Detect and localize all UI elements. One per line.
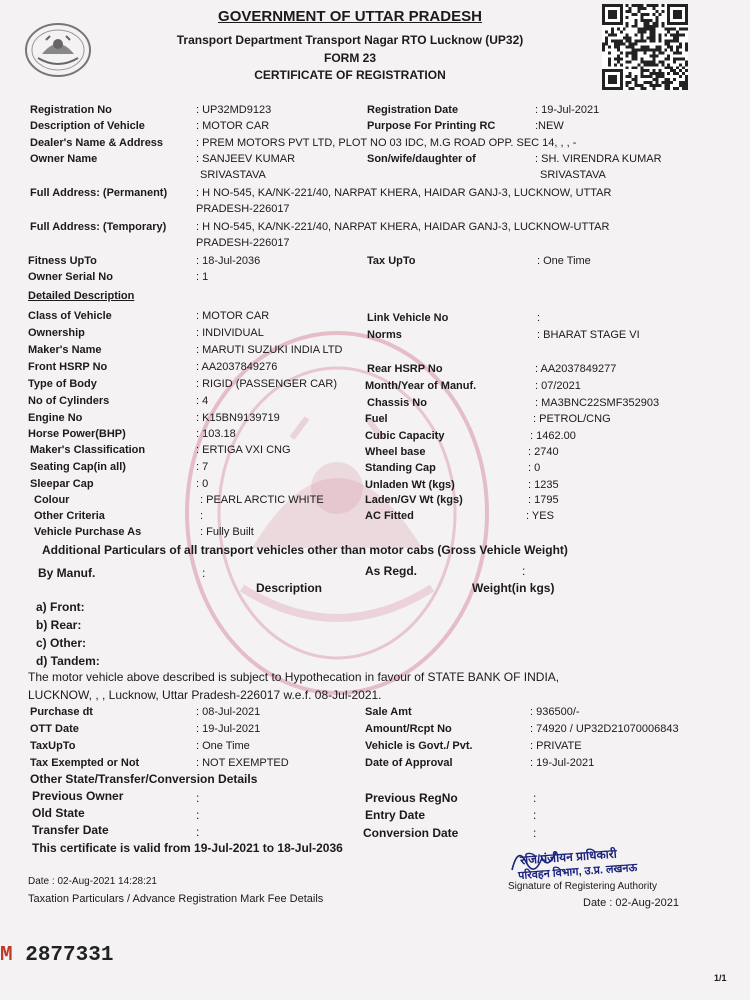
field-label: Class of Vehicle <box>28 310 112 322</box>
signature-scribble-icon <box>508 840 678 880</box>
field-value: : 19-Jul-2021 <box>530 757 595 769</box>
field-label: Standing Cap <box>365 462 436 474</box>
field-label: Cubic Capacity <box>365 430 445 442</box>
field-label: Old State <box>32 806 85 820</box>
by-manuf-value: : <box>202 566 206 580</box>
field-label: Purpose For Printing RC <box>367 120 496 132</box>
field-value: : 1462.00 <box>530 430 576 442</box>
field-label: Tax UpTo <box>367 255 416 267</box>
field-label: Norms <box>367 329 402 341</box>
as-regd-label: As Regd. <box>365 564 418 578</box>
field-label: Wheel base <box>365 446 426 458</box>
field-value: : 74920 / UP32D21070006843 <box>530 723 679 735</box>
field-value: : 07/2021 <box>535 380 581 392</box>
field-value: : 4 <box>196 395 209 407</box>
field-value: : SANJEEV KUMAR <box>196 153 296 165</box>
field-label: AC Fitted <box>365 510 414 522</box>
field-value: : 2740 <box>528 446 559 458</box>
field-value: : PREM MOTORS PVT LTD, PLOT NO 03 IDC, M.G ROAD OPP. SEC 14, , , - <box>196 137 577 149</box>
field-label: Laden/GV Wt (kgs) <box>365 494 463 506</box>
description-col-header: Description <box>256 581 323 595</box>
field-label: No of Cylinders <box>28 395 110 407</box>
field-value: : <box>533 808 537 822</box>
field-label: Owner Serial No <box>28 271 113 283</box>
field-value: : MOTOR CAR <box>196 120 270 132</box>
field-value: : 7 <box>196 461 209 473</box>
field-label: Horse Power(BHP) <box>28 428 126 440</box>
field-label: OTT Date <box>30 723 79 735</box>
field-label: TaxUpTo <box>30 740 76 752</box>
field-label: Registration No <box>30 104 112 116</box>
print-date-time: Date : 02-Aug-2021 14:28:21 <box>28 876 157 887</box>
field-label: Transfer Date <box>32 823 109 837</box>
field-value: : AA2037849277 <box>535 363 617 375</box>
field-value: : MA3BNC22SMF352903 <box>535 397 660 409</box>
field-value: : MOTOR CAR <box>196 310 270 322</box>
field-value: : Fully Built <box>200 526 254 538</box>
field-value: : PETROL/CNG <box>533 413 611 425</box>
field-label: Other Criteria <box>34 510 105 522</box>
field-label: Previous RegNo <box>365 791 458 805</box>
field-value: : 19-Jul-2021 <box>196 723 261 735</box>
field-label: Purchase dt <box>30 706 93 718</box>
by-manuf-label: By Manuf. <box>38 566 96 580</box>
field-label: Vehicle is Govt./ Pvt. <box>365 740 473 752</box>
office-name: Transport Department Transport Nagar RTO Lucknow (UP32) <box>176 33 524 47</box>
field-value: : 08-Jul-2021 <box>196 706 261 718</box>
weight-col-header: Weight(in kgs) <box>472 581 555 595</box>
field-value: : INDIVIDUAL <box>196 327 264 339</box>
field-value: : 0 <box>528 462 541 474</box>
field-value: : One Time <box>537 255 591 267</box>
hypothecation-line-2: LUCKNOW, , , Lucknow, Uttar Pradesh-226017 w.e.f. 08-Jul-2021. <box>28 688 382 702</box>
field-value: : YES <box>526 510 554 522</box>
field-value: : RIGID (PASSENGER CAR) <box>196 378 337 390</box>
additional-particulars-heading: Additional Particulars of all transport vehicles other than motor cabs (Gross Vehicle Weight) <box>42 543 568 557</box>
field-value: : 1 <box>196 271 209 283</box>
field-value: :NEW <box>535 120 564 132</box>
field-label: Chassis No <box>367 397 427 409</box>
as-regd-value: : <box>522 564 526 578</box>
field-label: Ownership <box>28 327 85 339</box>
field-label: Registration Date <box>367 104 459 116</box>
field-value: : <box>196 808 200 822</box>
field-value: : <box>533 791 537 805</box>
field-value: : 1795 <box>528 494 559 506</box>
field-value: PRADESH-226017 <box>196 203 290 215</box>
field-value: : <box>533 826 537 840</box>
field-label: Unladen Wt (kgs) <box>365 479 455 491</box>
field-label: Full Address: (Temporary) <box>30 221 167 233</box>
document-serial-number <box>0 944 113 967</box>
serial-prefix: M <box>0 944 13 967</box>
field-label: Entry Date <box>365 808 426 822</box>
axle-front: a) Front: <box>36 600 85 614</box>
watermark-seal-icon <box>172 318 502 708</box>
field-label: Link Vehicle No <box>367 312 449 324</box>
stamp-line-1: रजि/पंजीयन प्राधिकारी <box>519 846 618 868</box>
form-number: FORM 23 <box>323 51 376 65</box>
field-value: : PEARL ARCTIC WHITE <box>200 494 324 506</box>
field-label: Type of Body <box>28 378 97 390</box>
field-label: Description of Vehicle <box>30 120 145 132</box>
field-value: : <box>200 510 204 522</box>
field-value: : 1235 <box>528 479 559 491</box>
field-label: Tax Exempted or Not <box>30 757 140 769</box>
field-value: SRIVASTAVA <box>200 169 266 181</box>
signature-date: Date : 02-Aug-2021 <box>583 897 680 909</box>
field-value: : H NO-545, KA/NK-221/40, NARPAT KHERA, HAIDAR GANJ-3, LUCKNOW, UTTAR <box>196 187 612 199</box>
field-label: Full Address: (Permanent) <box>30 187 168 199</box>
field-label: Engine No <box>28 412 83 424</box>
field-value: : 103.18 <box>196 428 236 440</box>
field-value: : AA2037849276 <box>196 361 278 373</box>
field-value: : NOT EXEMPTED <box>196 757 289 769</box>
axle-rear: b) Rear: <box>36 618 82 632</box>
field-label: Maker's Name <box>28 344 102 356</box>
signature-label: Signature of Registering Authority <box>508 881 657 892</box>
field-value: : MARUTI SUZUKI INDIA LTD <box>196 344 343 356</box>
field-value: : 936500/- <box>530 706 580 718</box>
field-label: Maker's Classification <box>30 444 146 456</box>
field-label: Sale Amt <box>365 706 412 718</box>
page-number: 1/1 <box>714 973 727 983</box>
field-value: : <box>537 312 541 324</box>
field-label: Son/wife/daughter of <box>367 153 476 165</box>
axle-other: c) Other: <box>36 636 87 650</box>
field-label: Owner Name <box>30 153 98 165</box>
serial-digits: 2877331 <box>25 944 114 967</box>
field-label: Conversion Date <box>363 826 459 840</box>
field-label: Amount/Rcpt No <box>365 723 452 735</box>
field-value: : PRIVATE <box>530 740 582 752</box>
field-value: : BHARAT STAGE VI <box>537 329 640 341</box>
field-value: : K15BN9139719 <box>196 412 280 424</box>
field-value: : <box>196 791 200 805</box>
field-label: Dealer's Name & Address <box>30 137 164 149</box>
field-value: SRIVASTAVA <box>540 169 606 181</box>
field-value: : ERTIGA VXI CNG <box>196 444 291 456</box>
field-label: Month/Year of Manuf. <box>365 380 477 392</box>
field-label: Front HSRP No <box>28 361 108 373</box>
detailed-description-heading: Detailed Description <box>28 290 135 302</box>
axle-tandem: d) Tandem: <box>36 654 100 668</box>
field-value: : H NO-545, KA/NK-221/40, NARPAT KHERA, HAIDAR GANJ-3, LUCKNOW-UTTAR <box>196 221 610 233</box>
field-value: : UP32MD9123 <box>196 104 272 116</box>
field-value: : 0 <box>196 478 209 490</box>
field-label: Sleepar Cap <box>30 478 94 490</box>
transfer-heading: Other State/Transfer/Conversion Details <box>30 772 258 786</box>
stamp-line-2: परिवहन विभाग, उ.प्र. लखनऊ <box>517 861 638 883</box>
field-label: Vehicle Purchase As <box>34 526 142 538</box>
certificate-title: CERTIFICATE OF REGISTRATION <box>254 68 446 82</box>
field-value: PRADESH-226017 <box>196 237 290 249</box>
hypothecation-line-1: The motor vehicle above described is subject to Hypothecation in favour of STATE BANK OF INDIA, <box>28 670 560 684</box>
field-label: Colour <box>34 494 70 506</box>
field-value: : 19-Jul-2021 <box>535 104 600 116</box>
validity-statement: This certificate is valid from 19-Jul-2021 to 18-Jul-2036 <box>32 841 343 855</box>
govt-title: GOVERNMENT OF UTTAR PRADESH <box>218 8 482 25</box>
field-value: : <box>196 825 200 839</box>
field-value: : SH. VIRENDRA KUMAR <box>535 153 662 165</box>
qr-code-icon <box>602 4 688 90</box>
field-label: Seating Cap(in all) <box>30 461 126 473</box>
field-label: Fuel <box>365 413 388 425</box>
field-value: : 18-Jul-2036 <box>196 255 261 267</box>
field-label: Date of Approval <box>365 757 453 769</box>
field-label: Previous Owner <box>32 789 124 803</box>
field-value: : One Time <box>196 740 250 752</box>
taxation-note: Taxation Particulars / Advance Registration Mark Fee Details <box>28 893 324 905</box>
field-label: Rear HSRP No <box>367 363 443 375</box>
field-label: Fitness UpTo <box>28 255 97 267</box>
